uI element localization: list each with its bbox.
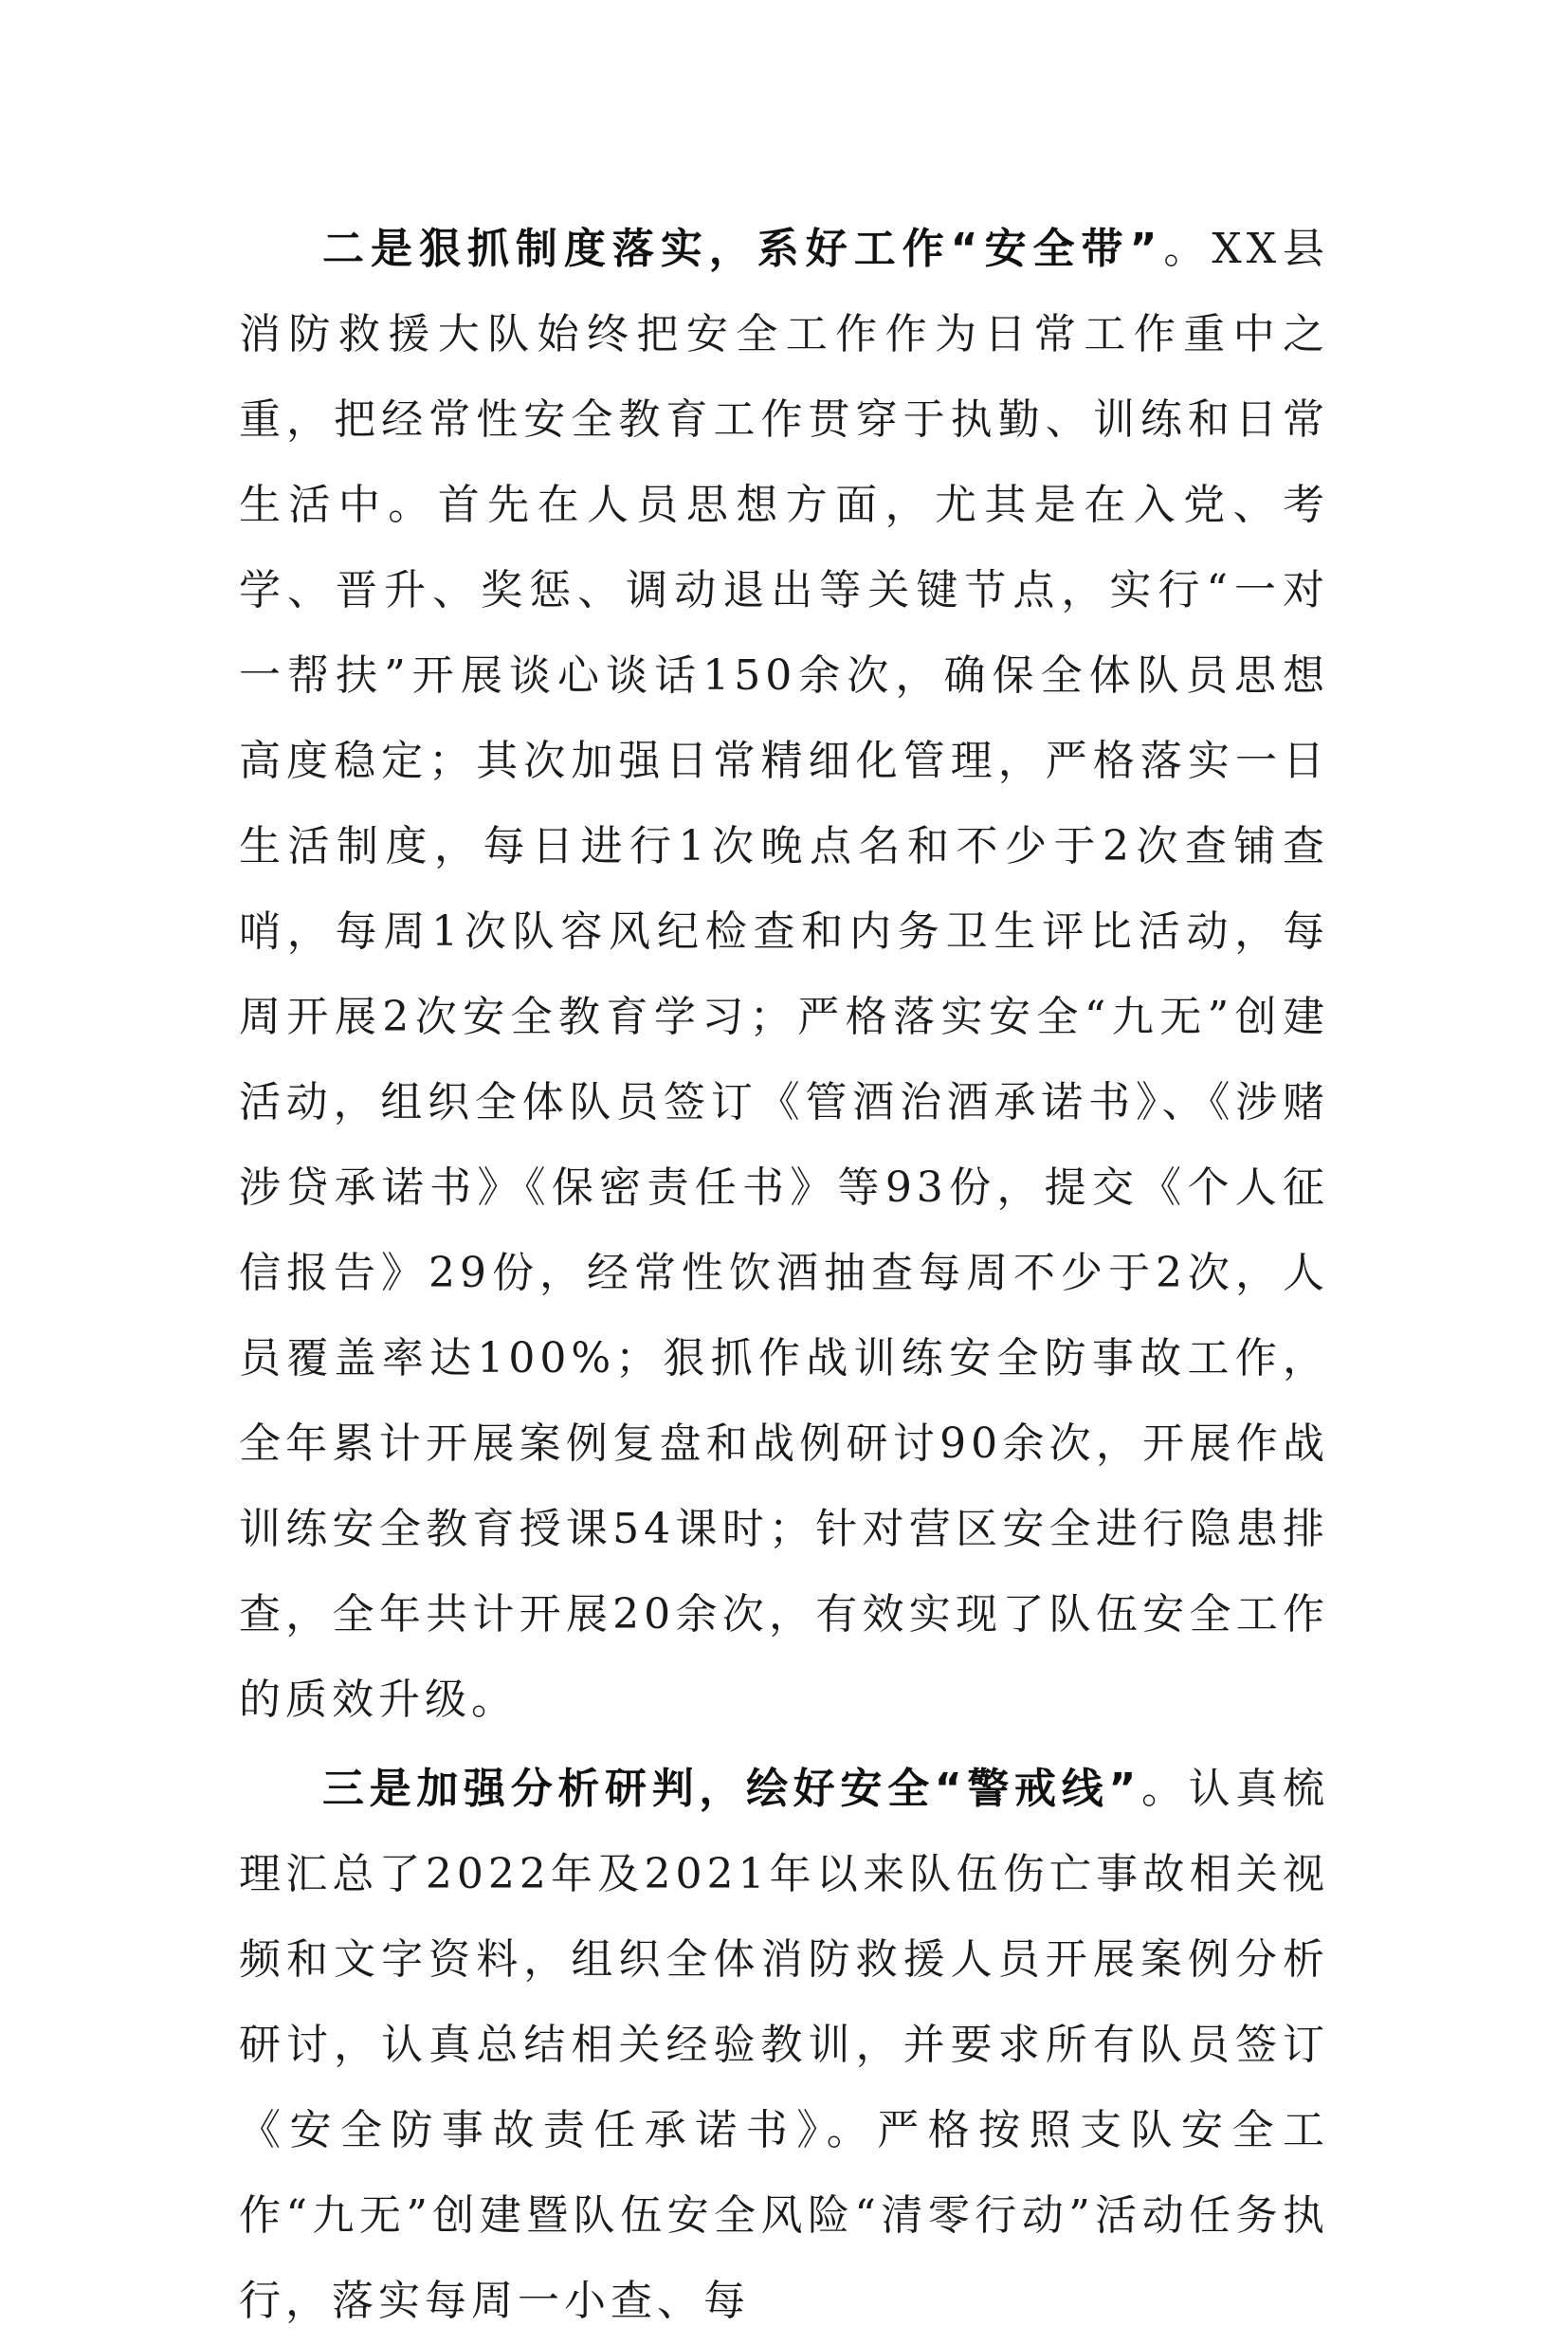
- paragraph-text: 。XX县消防救援大队始终把安全工作作为日常工作重中之重，把经常性安全教育工作贯穿于执勤、训练和日常生活中。首先在人员思想方面，尤其是在入党、考学、晋升、奖惩、调动退出等关键节点，实行“一对一帮扶”开展谈心谈话150余次，确保全体队员思想高度稳定；其次加强日常精细化管理，严格落实一日生活制度，每日进行1次晚点名和不少于2次查铺查哨，每周1次队容风纪检查和内务卫生评比活动，每周开展2次安全教育学习；严格落实安全“九无”创建活动，组织全体队员签订《管酒治酒承诺书》、《涉赌涉贷承诺书》《保密责任书》等93份，提交《个人征信报告》29份，经常性饮酒抽查每周不少于2次，人员覆盖率达100%；狠抓作战训练安全防事故工作，全年累计开展案例复盘和战例研讨90余次，开展作战训练安全教育授课54课时；针对营区安全进行隐患排查，全年共计开展20余次，有效实现了队伍安全工作的质效升级。: [239, 225, 1329, 1724]
- paragraph-lead-heading: 二是狠抓制度落实，系好工作“安全带”: [322, 225, 1162, 273]
- paragraph-risk-analysis: [239, 1747, 1329, 2344]
- paragraph-lead-heading: 三是加强分析研判，绘好安全“警戒线”: [322, 1765, 1141, 1813]
- paragraph-safety-system: [239, 207, 1329, 1743]
- paragraph-text: 。认真梳理汇总了2022年及2021年以来队伍伤亡事故相关视频和文字资料，组织全体消防救援人员开展案例分析研讨，认真总结相关经验教训，并要求所有队员签订《安全防事故责任承诺书》。严格按照支队安全工作“九无”创建暨队伍安全风险“清零行动”活动任务执行，落实每周一小查、每: [239, 1765, 1329, 2325]
- document-body: [239, 207, 1329, 2344]
